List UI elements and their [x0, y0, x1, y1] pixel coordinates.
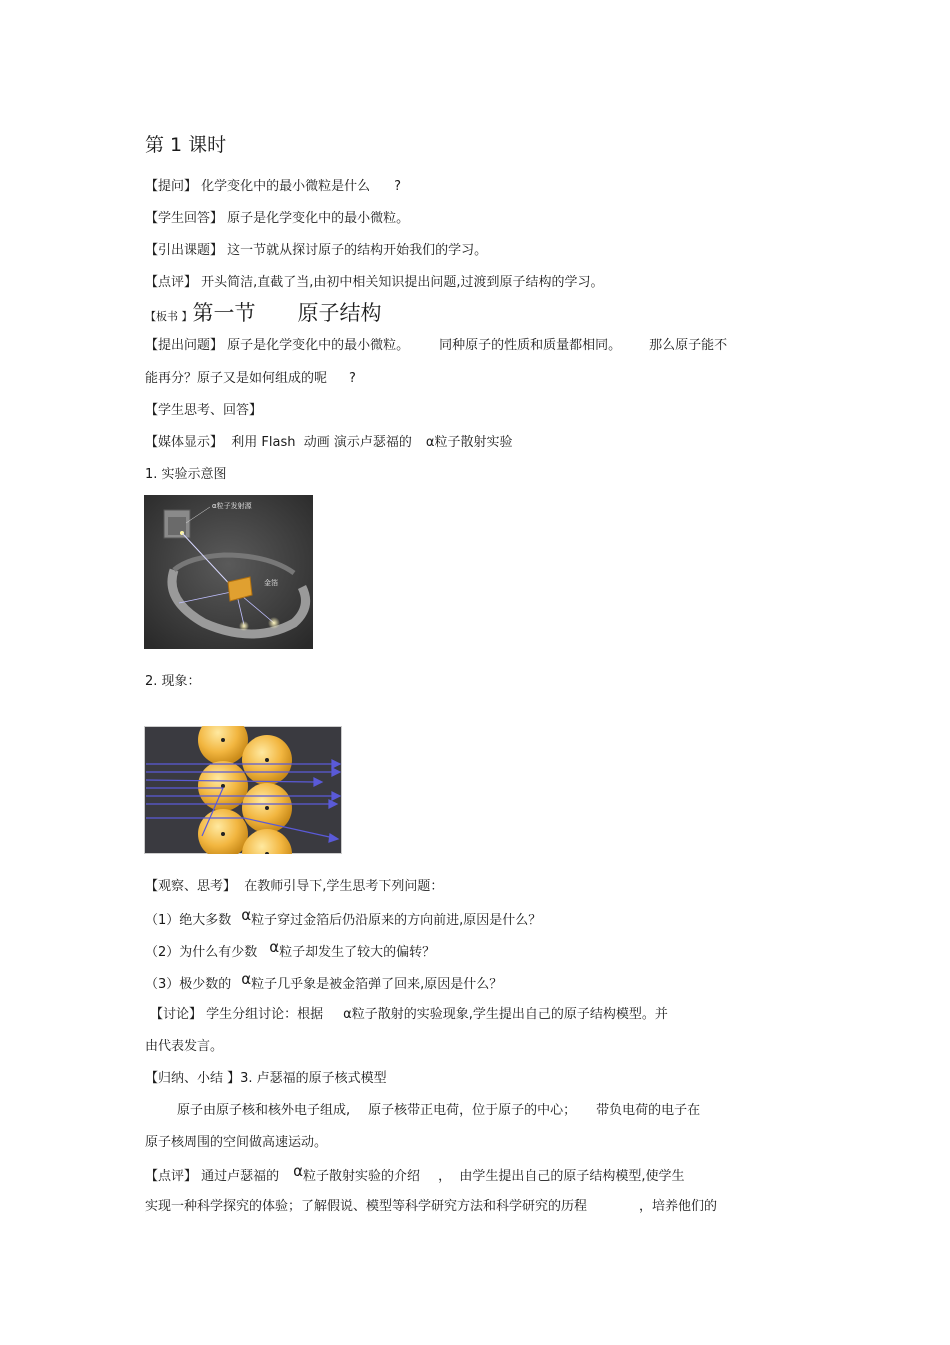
- alpha-symbol: α: [241, 906, 252, 924]
- student-think-line: [145, 402, 262, 420]
- alpha-symbol: α: [425, 435, 435, 450]
- alpha-symbol: α: [269, 938, 280, 956]
- nucleus: [265, 806, 269, 810]
- tag: 【提问】: [145, 179, 198, 194]
- tag: 【学生思考、回答】: [145, 403, 263, 418]
- experiment-diagram: [144, 495, 313, 649]
- text-b: 原子核带正电荷，位于原子的中心；: [368, 1103, 577, 1118]
- gold-atoms: [198, 726, 292, 854]
- model-cont: 原子核周围的空间做高速运动。: [145, 1135, 328, 1150]
- alpha-symbol: α: [293, 1162, 304, 1180]
- alpha-symbol: α: [241, 970, 252, 988]
- text: 开头简洁,直截了当,由初中相关知识提出问题,过渡到原子结构的学习。: [197, 275, 604, 290]
- model-line: [177, 1102, 700, 1120]
- section-title: 原子结构: [297, 301, 382, 325]
- summary-line: [145, 1070, 387, 1088]
- tag: 【引出课题】: [145, 243, 224, 258]
- source-label: α粒子发射源: [212, 502, 252, 510]
- final-comment-cont: [145, 1198, 717, 1216]
- phenomenon-heading: 2. 现象：: [145, 674, 201, 689]
- flash-point: [239, 621, 249, 631]
- text: 利用 Flash 动画 演示卢瑟福的: [223, 435, 412, 450]
- section-number: 第一节: [192, 301, 256, 325]
- text-rest: 粒子散射实验: [434, 435, 513, 450]
- observe-line: [145, 878, 443, 896]
- text: 粒子穿过金箔后仍沿原来的方向前进,原因是什么？: [251, 913, 542, 928]
- text: 粒子几乎象是被金箔弹了回来,原因是什么？: [251, 977, 503, 992]
- flash-point: [268, 617, 280, 629]
- media-line: [145, 434, 512, 452]
- text: 粒子却发生了较大的偏转？: [279, 945, 436, 960]
- comment-line: [145, 274, 604, 292]
- text-rest: 粒子散射实验的介绍: [303, 1169, 421, 1184]
- text-b: ，培养他们的: [639, 1199, 718, 1214]
- text-c: 带负电荷的电子在: [596, 1103, 701, 1118]
- tag: 【归纳、小结 】: [145, 1071, 241, 1086]
- board-writing-line: [145, 300, 382, 330]
- tag: 【提出问题】: [145, 338, 224, 353]
- text: 能再分？原子又是如何组成的呢: [145, 371, 328, 386]
- text-rest: 粒子散射的实验现象,学生提出自己的原子结构模型。并: [351, 1007, 668, 1022]
- tag: 【板书 】: [145, 310, 193, 323]
- tag: 【讨论】: [150, 1007, 203, 1022]
- final-comment-line: [145, 1162, 685, 1186]
- nucleus: [265, 758, 269, 762]
- text: 在教师引导下,学生思考下列问题：: [236, 879, 444, 894]
- text-a: 实现一种科学探究的体验；了解假说、模型等科学研究方法和科学研究的历程: [145, 1199, 588, 1214]
- question-2: [145, 938, 436, 962]
- number: （1）绝大多数: [145, 913, 232, 928]
- question-mark: ?: [349, 371, 356, 386]
- question-mark: ?: [394, 179, 402, 194]
- text-c: 那么原子能不: [649, 338, 728, 353]
- text-a: 原子是化学变化中的最小微粒。: [223, 338, 410, 353]
- student-answer-line: [145, 210, 409, 228]
- scattering-phenomenon-image: [144, 726, 342, 854]
- text-b: 同种原子的性质和质量都相同。: [439, 338, 622, 353]
- text: 这一节就从探讨原子的结构开始我们的学习。: [223, 243, 488, 258]
- text: 通过卢瑟福的: [197, 1169, 280, 1184]
- tag: 【观察、思考】: [145, 879, 237, 894]
- question-1: [145, 906, 542, 930]
- discussion-line: [150, 1006, 668, 1024]
- tag: 【媒体显示】: [145, 435, 224, 450]
- text: 学生分组讨论：根据: [202, 1007, 324, 1022]
- alpha-symbol: α: [343, 1007, 352, 1022]
- question-3: [145, 970, 503, 994]
- foil-label: 金箔: [264, 579, 278, 587]
- text-a: 原子由原子核和核外电子组成,: [177, 1103, 351, 1118]
- number: （3）极少数的: [145, 977, 232, 992]
- raise-question-line: [145, 337, 727, 355]
- raise-question-cont: [145, 370, 356, 388]
- tag: 【点评】: [145, 275, 198, 290]
- question-line: [145, 178, 401, 196]
- text: 化学变化中的最小微粒是什么: [197, 179, 371, 194]
- tag: 【点评】: [145, 1169, 198, 1184]
- topic-intro-line: [145, 242, 487, 260]
- nucleus: [221, 738, 225, 742]
- tag: 【学生回答】: [145, 211, 224, 226]
- text-tail: ， 由学生提出自己的原子结构模型,使学生: [438, 1169, 685, 1184]
- discussion-cont: 由代表发言。: [145, 1039, 224, 1054]
- lesson-heading: 第 1 课时: [145, 134, 227, 156]
- text: 原子是化学变化中的最小微粒。: [223, 211, 410, 226]
- number: （2）为什么有少数: [145, 945, 258, 960]
- diagram-heading: 1. 实验示意图: [145, 467, 227, 482]
- nucleus: [221, 832, 225, 836]
- text: 3. 卢瑟福的原子核式模型: [240, 1071, 387, 1086]
